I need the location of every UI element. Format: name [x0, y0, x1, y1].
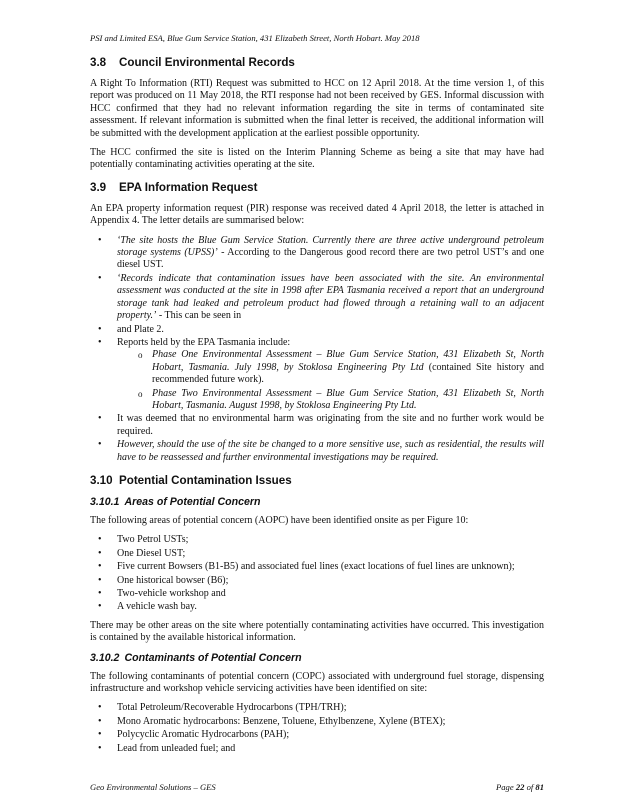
section-number: 3.8: [90, 56, 107, 69]
paragraph: An EPA property information request (PIR) response was received dated 4 April 2018, the letter is attached in Appendix 4. The letter details are summarised below:: [90, 202, 544, 227]
section-heading-3-8: [90, 56, 544, 70]
footer-company: Geo Environmental Solutions – GES: [90, 782, 216, 792]
list-item: • A vehicle wash bay.: [90, 601, 544, 613]
list-item: • Reports held by the EPA Tasmania include: o Phase One Environmental Assessment – Blue Gum Service Station, 431 Elizabeth St, North Hobart, Tasmania. July 1998, by Stoklosa Engineering Pty Ltd (contained Site history and recommended future work). o Phase Two Environmental Assessment – Blue Gum Service Station, 431 Elizabeth St, North Hobart, Tasmania. August 1998, by Stoklosa Engineering Pty Ltd.: [90, 337, 544, 412]
subsection-title: Contaminants of Potential Concern: [124, 651, 302, 664]
list-item: • Two-vehicle workshop and: [90, 588, 544, 600]
subsection-title: Areas of Potential Concern: [124, 495, 261, 508]
sub-list-item: o Phase One Environmental Assessment – Blue Gum Service Station, 431 Elizabeth St, North Hobart, Tasmania. July 1998, by Stoklosa Engineering Pty Ltd (contained Site history and recommended future work).: [90, 349, 544, 386]
running-header: PSI and Limited ESA, Blue Gum Service Station, 431 Elizabeth Street, North Hobart. May 2018: [90, 33, 420, 43]
subsection-number: 3.10.1: [90, 495, 120, 508]
subsection-number: 3.10.2: [90, 651, 120, 664]
section-number: 3.9: [90, 180, 107, 194]
sub-list-item: o Phase Two Environmental Assessment – Blue Gum Service Station, 431 Elizabeth St, North Hobart, Tasmania. August 1998, by Stoklosa Engineering Pty Ltd.: [90, 388, 544, 413]
running-footer: [90, 782, 544, 792]
list-item: • However, should the use of the site be changed to a more sensitive use, such as residential, the results will have to be reassessed and further environmental investigations may be required.: [90, 439, 544, 464]
list-item: • Two Petrol USTs;: [90, 534, 544, 546]
list-item: • One historical bowser (B6);: [90, 575, 544, 587]
paragraph: There may be other areas on the site where potentially contaminating activities have occurred. This investigation is contained by the available historical information.: [90, 619, 544, 644]
list-item: • Five current Bowsers (B1-B5) and associated fuel lines (exact locations of fuel lines are unknown);: [90, 561, 544, 573]
list-item: • and Plate 2.: [90, 324, 544, 336]
section-number: 3.10: [90, 473, 113, 487]
list-item: • Mono Aromatic hydrocarbons: Benzene, Toluene, Ethylbenzene, Xylene (BTEX);: [90, 716, 544, 728]
section-heading-3-10: [90, 474, 544, 488]
total-pages: 81: [535, 782, 544, 792]
list-item: • It was deemed that no environmental harm was originating from the site and no further work would be required.: [90, 413, 544, 438]
paragraph: The following contaminants of potential concern (COPC) associated with underground fuel storage, dispensing infrastructure and workshop vehicle servicing activities have been identified on site:: [90, 670, 544, 695]
copc-list: [90, 702, 544, 755]
subsection-heading-3-10-2: [90, 652, 544, 665]
section-title: Council Environmental Records: [119, 56, 295, 69]
page-content: [90, 50, 544, 761]
section-heading-3-9: [90, 181, 544, 195]
section-title: EPA Information Request: [119, 180, 258, 194]
current-page: 22: [515, 782, 525, 792]
section-title: Potential Contamination Issues: [119, 473, 292, 487]
list-item: • ‘Records indicate that contamination issues have been associated with the site. An environmental assessment was conducted at the site in 1998 after EPA Tasmania received a report that an underground storage tank had leaked and petroleum product had flowed through a retaining wall to an adjacent property.’ - This can be seen in: [90, 273, 544, 323]
page-number: Page 22 of 81: [496, 782, 544, 792]
paragraph: A Right To Information (RTI) Request was submitted to HCC on 12 April 2018. At the time version 1, of this report was produced on 11 May 2018, the RTI response had not been received by GES. Informal discussion with HCC confirmed that they had no relevant information regarding the site in terms of contaminated site assessment. If relevant information is submitted when the final letter is received, the additional information will be submitted with the development application at the earliest possible opportunity.: [90, 78, 544, 139]
epa-bullet-list: [90, 235, 544, 464]
subsection-heading-3-10-1: [90, 496, 544, 509]
list-item: • One Diesel UST;: [90, 548, 544, 560]
list-item: • ‘The site hosts the Blue Gum Service Station. Currently there are three active underground petroleum storage systems (UPSS)’ - According to the Dangerous good record there are two petrol UST’s and one diesel UST.: [90, 235, 544, 272]
list-item: • Total Petroleum/Recoverable Hydrocarbons (TPH/TRH);: [90, 702, 544, 714]
list-item: • Lead from unleaded fuel; and: [90, 743, 544, 755]
reports-sub-list: [117, 349, 544, 412]
aopc-list: [90, 534, 544, 613]
paragraph: The following areas of potential concern (AOPC) have been identified onsite as per Figure 10:: [90, 514, 469, 526]
paragraph: The HCC confirmed the site is listed on the Interim Planning Scheme as being a site that may have had potentially contaminating activities operating at the site.: [90, 147, 544, 171]
list-item: • Polycyclic Aromatic Hydrocarbons (PAH);: [90, 729, 544, 741]
